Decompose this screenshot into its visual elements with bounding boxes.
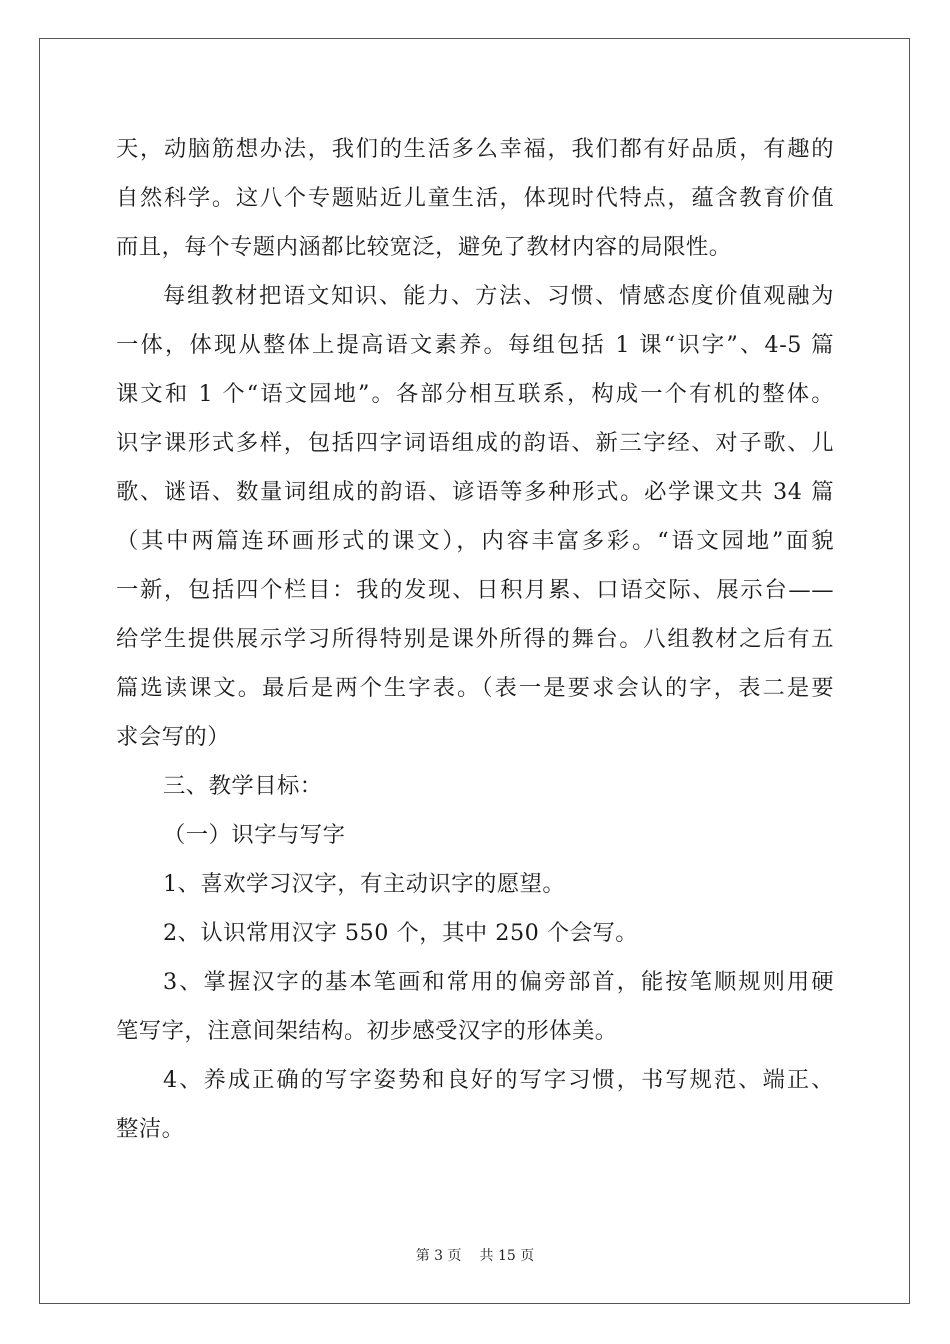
text-line: 3、掌握汉字的基本笔画和常用的偏旁部首，能按笔顺规则用硬	[163, 969, 834, 995]
page-footer	[0, 1246, 950, 1266]
text-line: 4、养成正确的写字姿势和良好的写字习惯，书写规范、端正、	[163, 1067, 834, 1093]
text-line: 整洁。	[116, 1116, 185, 1142]
text-line: 求会写的）	[116, 724, 230, 750]
text-line: 每组教材把语文知识、能力、方法、习惯、情感态度价值观融为	[163, 283, 834, 309]
text-line: 笔写字，注意间架结构。初步感受汉字的形体美。	[116, 1018, 618, 1044]
page-number: 第 3 页	[415, 1248, 462, 1264]
text-line: 1、喜欢学习汉字，有主动识字的愿望。	[163, 871, 566, 897]
text-line: 2、认识常用汉字 550 个，其中 250 个会写。	[163, 920, 639, 946]
text-line: 天，动脑筋想办法，我们的生活多么幸福，我们都有好品质，有趣的	[116, 136, 834, 162]
text-line: 识字课形式多样，包括四字词语组成的韵语、新三字经、对子歌、儿	[116, 430, 834, 456]
text-line: （其中两篇连环画形式的课文），内容丰富多彩。“语文园地”面貌	[116, 528, 834, 554]
text-line: 一体，体现从整体上提高语文素养。每组包括 1 课“识字”、4-5 篇	[116, 332, 834, 358]
text-line: 而且，每个专题内涵都比较宽泛，避免了教材内容的局限性。	[116, 234, 732, 260]
document-body	[116, 125, 834, 1154]
page-total: 共 15 页	[479, 1248, 535, 1264]
text-line: （一）识字与写字	[163, 822, 346, 848]
text-line: 三、教学目标：	[163, 773, 323, 799]
text-line: 一新，包括四个栏目：我的发现、日积月累、口语交际、展示台——	[116, 577, 834, 603]
text-line: 课文和 1 个“语文园地”。各部分相互联系，构成一个有机的整体。	[116, 381, 834, 407]
text-line: 歌、谜语、数量词组成的韵语、谚语等多种形式。必学课文共 34 篇	[116, 479, 834, 505]
text-line: 自然科学。这八个专题贴近儿童生活，体现时代特点，蕴含教育价值	[116, 185, 834, 211]
text-line: 篇选读课文。最后是两个生字表。（表一是要求会认的字，表二是要	[116, 675, 834, 701]
text-line: 给学生提供展示学习所得特别是课外所得的舞台。八组教材之后有五	[116, 626, 834, 652]
